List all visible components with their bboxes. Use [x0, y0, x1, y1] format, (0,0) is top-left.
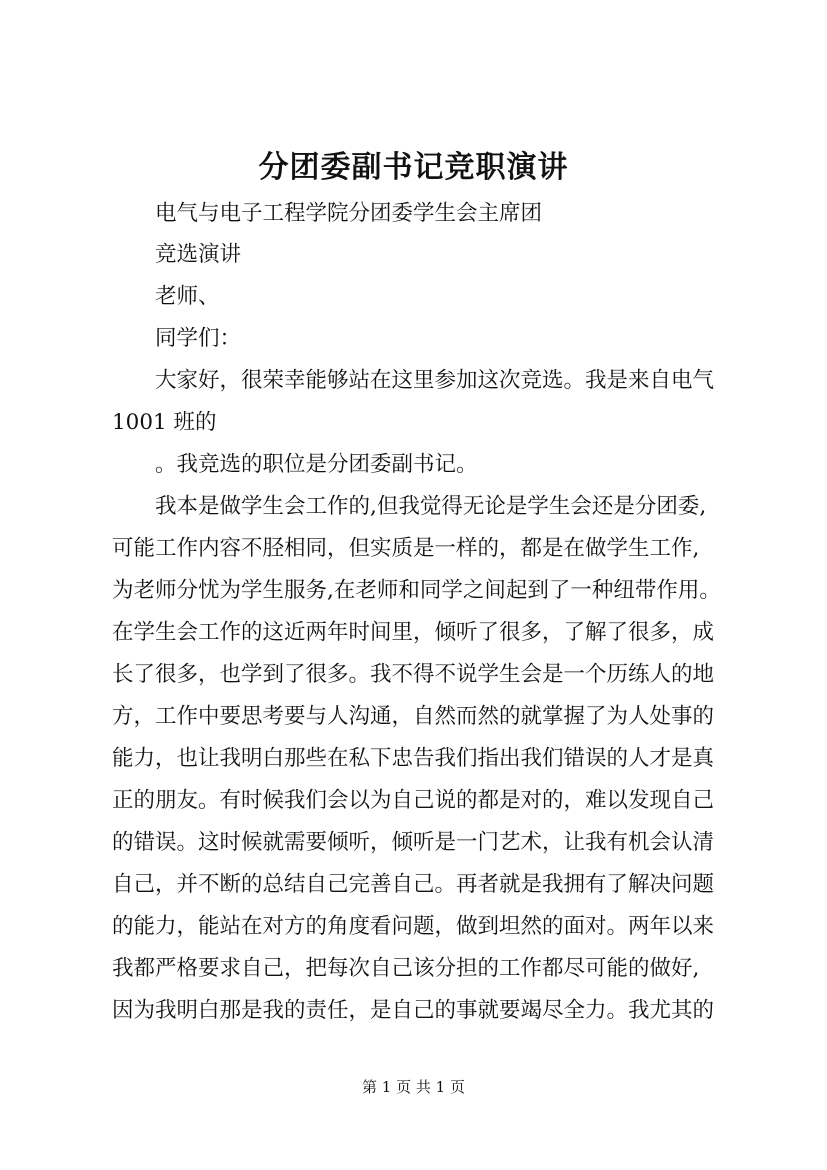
body-line-11: 在学生会工作的这近两年时间里，倾听了很多，了解了很多，成	[112, 620, 715, 645]
body-line-17: 自己，并不断的总结自己完善自己。再者就是我拥有了解决问题	[112, 872, 715, 897]
body-line-19: 我都严格要求自己，把每次自己该分担的工作都尽可能的做好,	[112, 956, 700, 981]
body-line-15: 正的朋友。有时候我们会以为自己说的都是对的，难以发现自己	[112, 788, 715, 813]
page-title: 分团委副书记竞职演讲	[258, 150, 569, 185]
body-line-8: 我本是做学生会工作的,但我觉得无论是学生会还是分团委,	[155, 494, 707, 519]
body-line-14: 能力，也让我明白那些在私下忠告我们指出我们错误的人才是真	[112, 746, 715, 771]
body-line-13: 方，工作中要思考要与人沟通，自然而然的就掌握了为人处事的	[112, 704, 715, 729]
body-line-16: 的错误。这时候就需要倾听，倾听是一门艺术，让我有机会认清	[112, 830, 715, 855]
body-line-10: 为老师分忧为学生服务,在老师和同学之间起到了一种纽带作用。	[112, 578, 721, 603]
body-line-2: 竞选演讲	[155, 242, 242, 267]
body-line-5: 大家好，很荣幸能够站在这里参加这次竞选。我是来自电气	[155, 368, 715, 393]
body-line-4: 同学们：	[155, 326, 242, 351]
body-line-7: 。我竞选的职位是分团委副书记。	[155, 452, 478, 477]
page-footer: 第 1 页 共 1 页	[362, 1078, 465, 1096]
body-line-9: 可能工作内容不胫相同，但实质是一样的，都是在做学生工作,	[112, 536, 700, 561]
body-line-18: 的能力，能站在对方的角度看问题，做到坦然的面对。两年以来	[112, 914, 715, 939]
body-line-20: 因为我明白那是我的责任，是自己的事就要竭尽全力。我尤其的	[112, 998, 715, 1023]
body-line-12: 长了很多，也学到了很多。我不得不说学生会是一个历练人的地	[112, 662, 715, 687]
body-line-6: 1001 班的	[112, 410, 217, 435]
body-line-1: 电气与电子工程学院分团委学生会主席团	[155, 201, 543, 226]
body-line-3: 老师、	[155, 284, 220, 309]
